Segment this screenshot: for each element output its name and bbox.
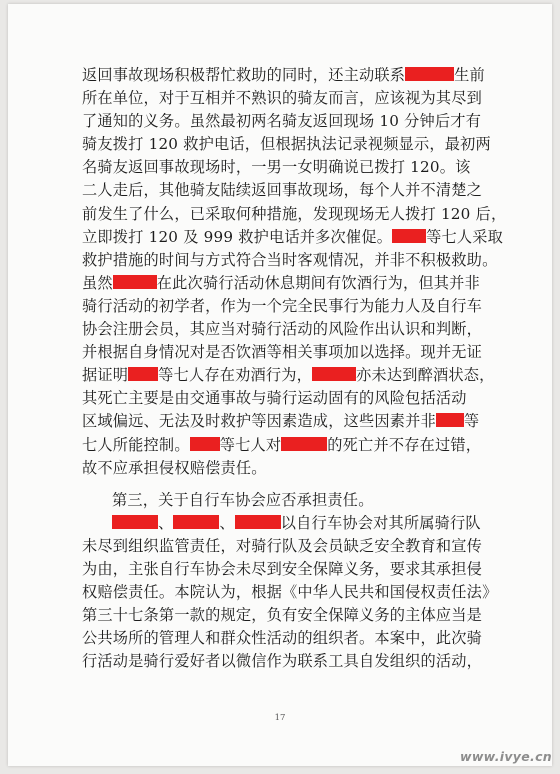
redaction-block — [128, 367, 158, 381]
text-segment: 在此次骑行活动休息期间有饮酒行为，但其并非 — [157, 274, 480, 292]
text-segment: 等七人采取 — [426, 228, 503, 246]
text-segment: 生前 — [454, 66, 485, 84]
text-line: 前发生了什么，已采取何种措施，发现现场无人拨打 120 后， — [82, 203, 500, 226]
text-line: 故不应承担侵权赔偿责任。 — [82, 457, 500, 480]
redaction-block — [235, 515, 281, 529]
text-line: 其死亡主要是由交通事故与骑行运动固有的风险包括活动 — [82, 387, 500, 410]
text-line — [82, 410, 500, 433]
redaction-block — [190, 437, 220, 451]
redaction-block — [405, 67, 454, 81]
text-line — [82, 226, 500, 249]
text-line: 未尽到组织监管责任，对骑行队及会员缺乏安全教育和宣传 — [82, 535, 500, 558]
text-line — [82, 64, 500, 87]
text-line — [82, 272, 500, 295]
text-line: 骑行活动的初学者，作为一个完全民事行为能力人及自行车 — [82, 295, 500, 318]
text-line: 二人走后，其他骑友陆续返回事故现场，每个人并不清楚之 — [82, 179, 500, 202]
text-segment: 虽然 — [82, 274, 113, 292]
text-segment: 等七人对 — [220, 436, 282, 454]
text-line: 救护措施的时间与方式符合当时客观情况，并非不积极救助。 — [82, 249, 500, 272]
redaction-block — [436, 413, 464, 427]
document-page — [8, 4, 552, 766]
paragraph-gap — [82, 480, 500, 489]
redaction-block — [112, 515, 158, 529]
text-segment: 、 — [158, 514, 173, 532]
text-line: 公共场所的管理人和群众性活动的组织者。本案中，此次骑 — [82, 627, 500, 650]
text-segment: 的死亡并不存在过错， — [327, 436, 481, 454]
section-heading: 第三，关于自行车协会应否承担责任。 — [82, 489, 500, 512]
redaction-block — [281, 437, 327, 451]
text-line: 协会注册会员，其应当对骑行活动的风险作出认识和判断， — [82, 318, 500, 341]
text-segment: 七人所能控制。 — [82, 436, 190, 454]
text-segment: 、 — [219, 514, 234, 532]
text-line: 所在单位，对于互相并不熟识的骑友而言，应该视为其尽到 — [82, 87, 500, 110]
text-line — [82, 434, 500, 457]
text-line — [82, 512, 500, 535]
site-watermark: www.ivye.cn — [460, 749, 552, 764]
text-line: 权赔偿责任。本院认为，根据《中华人民共和国侵权责任法》 — [82, 581, 500, 604]
text-line: 并根据自身情况对是否饮酒等相关事项加以选择。现并无证 — [82, 341, 500, 364]
text-segment: 以自行车协会对其所属骑行队 — [281, 514, 481, 532]
text-segment: 返回事故现场积极帮忙救助的同时，还主动联系 — [82, 66, 405, 84]
redaction-block — [392, 229, 426, 243]
text-line: 第三十七条第一款的规定，负有安全保障义务的主体应当是 — [82, 604, 500, 627]
text-segment: 据证明 — [82, 366, 128, 384]
redaction-block — [312, 367, 356, 381]
text-line: 骑友拨打 120 救护电话，但根据执法记录视频显示，最初两 — [82, 133, 500, 156]
text-line: 名骑友返回事故现场时，一男一女明确说已拨打 120。该 — [82, 156, 500, 179]
text-line: 为由，主张自行车协会未尽到安全保障义务，要求其承担侵 — [82, 558, 500, 581]
text-segment: 区域偏远、无法及时救护等因素造成，这些因素并非 — [82, 412, 436, 430]
redaction-block — [113, 275, 157, 289]
text-segment: 立即拨打 120 及 999 救护电话并多次催促。 — [82, 228, 392, 246]
text-line — [82, 364, 500, 387]
text-segment: 亦未达到醉酒状态， — [356, 366, 495, 384]
document-body — [82, 64, 500, 673]
redaction-block — [173, 515, 219, 529]
text-line: 了通知的义务。虽然最初两名骑友返回现场 10 分钟后才有 — [82, 110, 500, 133]
text-line: 行活动是骑行爱好者以微信作为联系工具自发组织的活动， — [82, 650, 500, 673]
text-segment: 等七人存在劝酒行为， — [158, 366, 312, 384]
text-segment: 等 — [464, 412, 479, 430]
page-number: 17 — [8, 713, 552, 723]
